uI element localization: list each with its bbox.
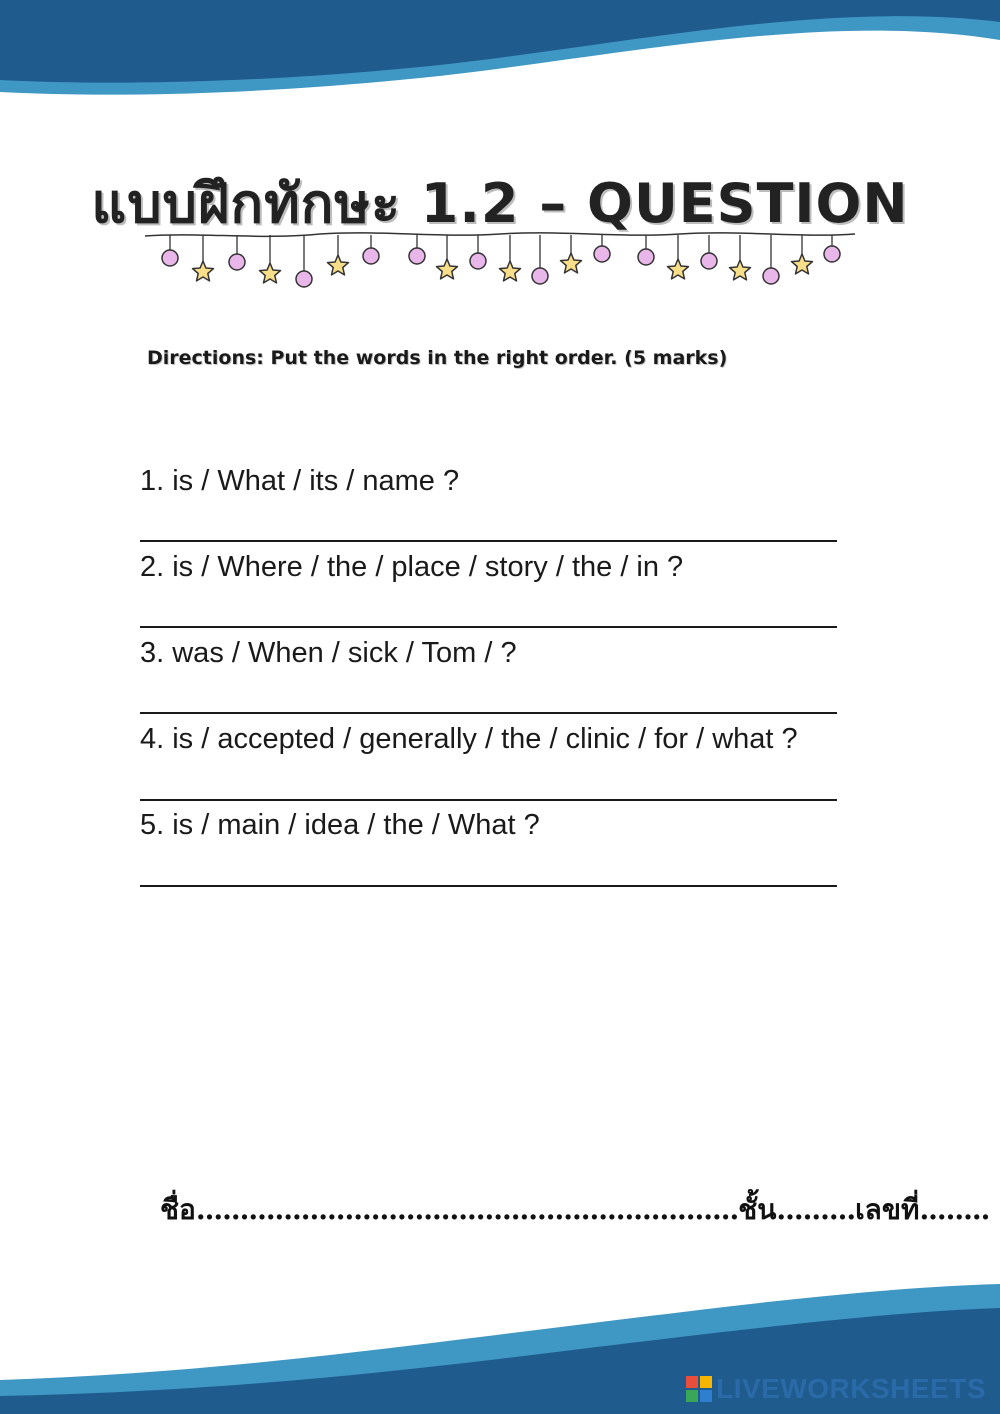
bead-icon: [363, 248, 379, 264]
garland-string: [145, 233, 855, 236]
watermark-text: LIVEWORKSHEETS: [716, 1373, 986, 1404]
answer-line-2[interactable]: [140, 626, 837, 628]
liveworksheets-watermark: [686, 1374, 986, 1404]
bead-icon: [162, 250, 178, 266]
bead-icon: [763, 268, 779, 284]
star-icon: [500, 261, 521, 281]
answer-line-3[interactable]: [140, 712, 837, 714]
bead-icon: [824, 246, 840, 262]
question-4: 4. is / accepted / generally / the / clinic / for / what ?: [140, 723, 798, 755]
star-icon: [328, 255, 349, 275]
bead-icon: [701, 253, 717, 269]
bead-icon: [532, 268, 548, 284]
star-icon: [561, 253, 582, 273]
name-label: ชื่อ: [160, 1193, 196, 1226]
page-title: แบบฝึกทักษะ 1.2 – QUESTION: [91, 172, 909, 235]
answer-line-5[interactable]: [140, 885, 837, 887]
directions-text: Directions: Put the words in the right order. (5 marks): [147, 347, 728, 369]
star-icon: [730, 260, 751, 280]
bead-icon: [470, 253, 486, 269]
star-icon: [260, 263, 281, 283]
question-1: 1. is / What / its / name ?: [140, 465, 460, 497]
question-2: 2. is / Where / the / place / story / the / in ?: [140, 551, 684, 583]
star-icon: [668, 259, 689, 279]
bead-icon: [229, 254, 245, 270]
star-icon: [792, 254, 813, 274]
header-wave: [0, 0, 1000, 120]
class-blank[interactable]: .........: [776, 1193, 856, 1226]
question-5: 5. is / main / idea / the / What ?: [140, 809, 540, 841]
question-3: 3. was / When / sick / Tom / ?: [140, 637, 517, 669]
answer-line-4[interactable]: [140, 799, 837, 801]
bead-icon: [409, 248, 425, 264]
name-blank[interactable]: ..............................................................: [195, 1193, 739, 1226]
bead-icon: [594, 246, 610, 262]
bead-icon: [638, 249, 654, 265]
star-icon: [193, 261, 214, 281]
number-blank[interactable]: ........: [919, 1193, 990, 1226]
garland-decoration: [140, 228, 860, 298]
class-label: ชั้น: [738, 1193, 777, 1226]
answer-line-1[interactable]: [140, 540, 837, 542]
star-icon: [437, 259, 458, 279]
bead-icon: [296, 271, 312, 287]
number-label: เลขที่: [855, 1193, 920, 1226]
student-info-line: [160, 1188, 990, 1232]
liveworksheets-logo-icon: [686, 1376, 712, 1402]
